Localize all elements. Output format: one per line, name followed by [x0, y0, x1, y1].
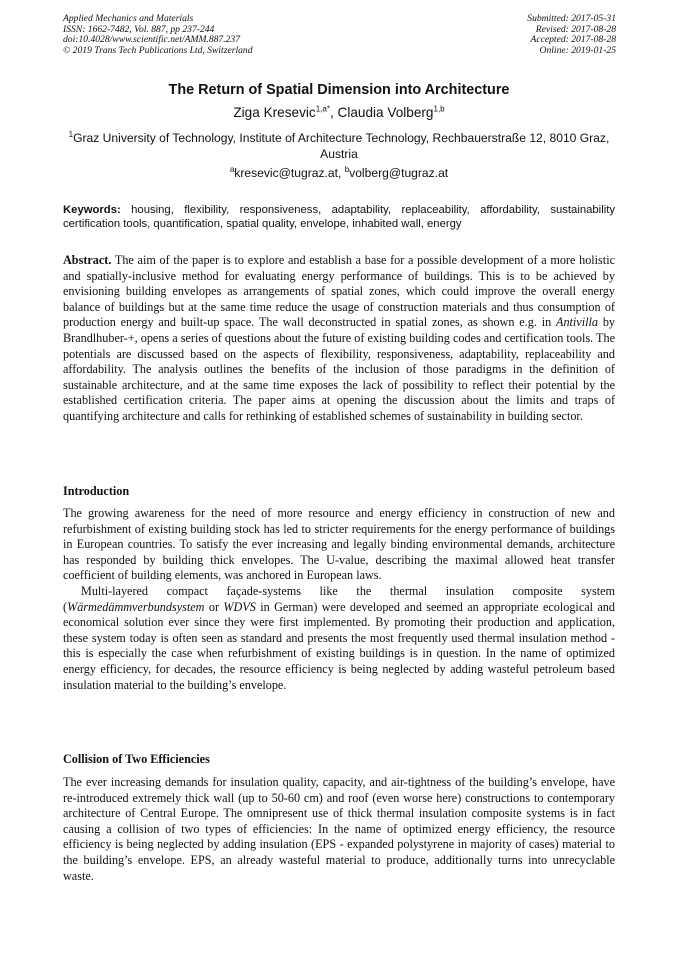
intro-p2-italic-1: Wärmedämmverbundsystem [67, 599, 205, 614]
abstract-italic-term: Antivilla [556, 315, 598, 330]
author-1-name: Ziga Kresevic [233, 105, 316, 120]
affiliation [63, 131, 615, 162]
abstract-label: Abstract. [63, 253, 112, 267]
doi-line: doi:10.4028/www.scientific.net/AMM.887.237 [63, 34, 241, 46]
dates-header [527, 14, 616, 56]
abstract [63, 253, 615, 425]
copyright-line: © 2019 Trans Tech Publications Ltd, Switzerland [63, 44, 253, 56]
email-a: kresevic@tugraz.at, [234, 166, 345, 180]
introduction-heading: Introduction [63, 484, 130, 498]
author-2-name: Claudia Volberg [337, 105, 434, 120]
email-line [0, 166, 678, 180]
collision-body [63, 775, 615, 884]
introduction-paragraph-2 [63, 584, 615, 693]
affiliation-text: Graz University of Technology, Institute of Architecture Technology, Rechbauerstraße 12, 8010 Graz, Austria [73, 131, 610, 161]
keywords [63, 203, 615, 231]
submitted-date: Submitted: 2017-05-31 [527, 13, 616, 24]
issn-line: ISSN: 1662-7482, Vol. 887, pp 237-244 [63, 23, 215, 35]
keywords-label: Keywords: [63, 204, 121, 216]
intro-p2-text-3: in German) were developed and seemed an appropriate ecological and economical solution ever since they were first implemented. By promoting their production and application, these system today is often seen as standard and presents the most frequently used thermal insulation method - this is especially the case when refurbishment of existing buildings is in question. In the name of optimized energy efficiency, for decades, the resource efficiency is being neglected by adding wasteful petroleum based insulation material to the building’s envelope. [63, 599, 615, 692]
introduction-paragraph-1: The growing awareness for the need of more resource and energy efficiency in construction of new and refurbishment of existing building stock has led to stricter requirements for the energy performance of buildings in European countries. To satisfy the ever increasing and legally binding environmental demands, architecture has responded by building thick envelopes. The U-value, describing the maximal allowed heat transfer coefficient of building elements, was anchored in European laws. [63, 506, 615, 583]
journal-header [63, 14, 253, 56]
collision-heading: Collision of Two Efficiencies [63, 752, 210, 766]
collision-paragraph-1: The ever increasing demands for insulation quality, capacity, and air-tightness of the building’s envelope, have re-introduced extremely thick wall (up to 50-60 cm) and roof (even worse here) constructions to contemporary architecture of Central Europe. The omnipresent use of thick thermal insulation composite systems is in fact causing a collision of two types of efficiencies: In the name of optimized energy efficiency, the resource efficiency is being neglected by adding insulation (EPS - expanded polystyrene in majority of cases) material to the building’s envelope. EPS, an already wasteful material to produce, additionally turns into unrecyclable waste. [63, 775, 615, 883]
abstract-text-2: by Brandlhuber-+, opens a series of questions about the future of existing building codes and certification tools. The potentials are discussed based on the aspects of flexibility, responsiveness, adaptability, replaceability and affordability. The analysis outlines the benefits of the inclusion of those paradigms in the definition of sustainable architecture, and at the same time exposes the lack of possibility to reflect their potential by the established certification criteria. The paper aims at opening the discussion about the limits and traps of quantifying architecture and calls for rethinking of established schemes of sustainability in building sector. [63, 315, 615, 423]
revised-date: Revised: 2017-08-28 [535, 23, 616, 35]
online-date: Online: 2019-01-25 [539, 44, 616, 56]
email-b-marker: b [344, 164, 350, 174]
author-separator: , [329, 105, 338, 120]
keywords-text: housing, flexibility, responsiveness, adaptability, replaceability, affordability, sustainability certification tools, quantification, spatial quality, envelope, inhabited wall, energy [63, 204, 615, 230]
accepted-date: Accepted: 2017-08-28 [530, 34, 616, 46]
intro-p2-text-2: or [204, 599, 224, 614]
intro-p2-text-1: Multi-layered compact façade-systems like the thermal insulation composite system ( [63, 583, 615, 614]
introduction-body [63, 506, 615, 693]
journal-name: Applied Mechanics and Materials [63, 13, 194, 24]
author-list [0, 105, 678, 120]
email-a-marker: a [229, 164, 235, 174]
author-2-marker: 1,b [433, 104, 445, 114]
abstract-text-1: The aim of the paper is to explore and establish a base for a possible development of a more holistic and spatially-inclusive method for evaluating energy performance of buildings. This is to be achieved by envisioning building envelopes as arrangements of spatial zones, which could improve the overall energy balance of buildings but at the same time reduce the usage of construction materials and thus consumption of production energy and built-up space. The wall deconstructed in spatial zones, as shown e.g. in [63, 253, 615, 330]
email-b: volberg@tugraz.at [349, 166, 449, 180]
author-1-marker: 1,a* [315, 104, 330, 114]
affiliation-marker: 1 [68, 129, 74, 139]
paper-title: The Return of Spatial Dimension into Architecture [168, 82, 510, 98]
intro-p2-italic-2: WDVS [223, 599, 256, 614]
